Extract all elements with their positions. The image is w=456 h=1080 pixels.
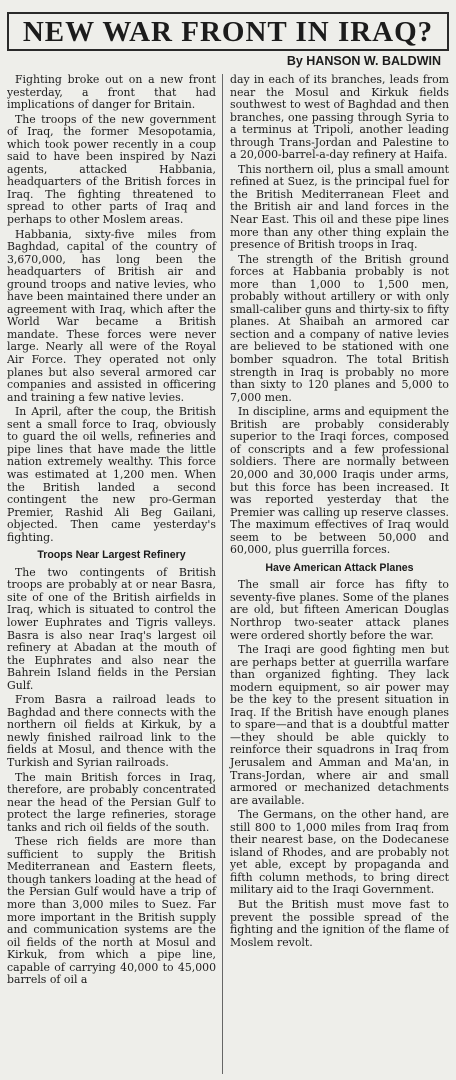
- article-columns: [7, 74, 449, 1074]
- subhead: Troops Near Largest Refinery: [37, 549, 186, 562]
- paragraph: These rich fields are more than sufficient to supply the British Mediterranean and Eastern fleets, though tankers loading at the head of the Persian Gulf would have a trip of more than 3,000 miles to Suez. Far more important in the British supply and communication systems are the oil fields of the north at Mosul and Kirkuk, from which a pipe line, capable of carrying 40,000 to 45,000 barrels of oil a: [7, 835, 216, 987]
- paragraph: The Iraqi are good fighting men but are perhaps better at guerrilla warfare than organized fighting. They lack modern equipment, so air power may be the key to the present situation in Iraq. If the British have enough planes to spare—and that is a doubtful matter—they should be able quickly to reinforce their squadrons in Iraq from Jerusalem and Amman and Ma'an, in Trans-Jordan, where air and small armored or mechanized detachments are available.: [230, 643, 449, 807]
- paragraph: The Germans, on the other hand, are still 800 to 1,000 miles from Iraq from their nearest base, on the Dodecanese island of Rhodes, and are probably not yet able, except by propaganda and fifth column methods, to bring direct military aid to the Iraqi Government.: [230, 808, 449, 897]
- paragraph: The two contingents of British troops are probably at or near Basra, site of one of the British airfields in Iraq, which is situated to control the lower Euphrates and Tigris valleys. Basra is also near Iraq's largest oil refinery at Abadan at the mouth of the Euphrates and also near the Bahrein Island fields in the Persian Gulf.: [7, 565, 216, 692]
- paragraph: In discipline, arms and equipment the British are probably considerably superior to the Iraqi forces, composed of conscripts and a few professional soldiers. There are normally between 20,000 and 30,000 Iraqis under arms, but this force has been increased. It was reported yesterday that the Premier was calling up reserve classes. The maximum effectives of Iraq would seem to be between 50,000 and 60,000, plus guerrilla forces.: [230, 405, 449, 557]
- paragraph: Habbania, sixty-five miles from Baghdad, capital of the country of 3,670,000, has long been the headquarters of British air and ground troops and native levies, who have been maintained there under an agreement with Iraq, which after the World War became a British mandate. These forces were never large. Nearly all were of the Royal Air Force. They operated not only planes but also several armored car companies and assisted in officering and training a few native levies.: [7, 227, 216, 404]
- paragraph: The small air force has fifty to seventy-five planes. Some of the planes are old, but fifteen American Douglas Northrop two-seater attack planes were ordered shortly before the war.: [230, 578, 449, 642]
- paragraph: The main British forces in Iraq, therefore, are probably concentrated near the head of the Persian Gulf to protect the large refineries, storage tanks and rich oil fields of the south.: [7, 770, 216, 834]
- paragraph: The troops of the new government of Iraq, the former Mesopotamia, which took power recently in a coup said to have been inspired by Nazi agents, attacked Habbania, headquarters of the British forces in Iraq. The fighting threatened to spread to other parts of Iraq and perhaps to other Moslem areas.: [7, 112, 216, 227]
- byline: By HANSON W. BALDWIN: [286, 54, 441, 68]
- paragraph: From Basra a railroad leads to Baghdad and there connects with the northern oil fields at Kirkuk, by a newly finished railroad link to the fields at Mosul, and thence with the Turkish and Syrian railroads.: [7, 693, 216, 769]
- paragraph: Fighting broke out on a new front yesterday, a front that had implications of danger for Britain.: [7, 74, 216, 112]
- left-column: [7, 74, 223, 1074]
- subhead: Have American Attack Planes: [265, 561, 414, 574]
- right-column: [223, 74, 449, 1074]
- paragraph: This northern oil, plus a small amount refined at Suez, is the principal fuel for the British Mediterranean Fleet and the British air and land forces in the Near East. This oil and these pipe lines more than any other thing explain the presence of British troops in Iraq.: [230, 162, 449, 252]
- paragraph: In April, after the coup, the British sent a small force to Iraq, obviously to guard the oil wells, refineries and pipe lines that have made the little nation extremely wealthy. This force was estimated at 1,200 men. When the British landed a second contingent the new pro-German Premier, Rashid Ali Beg Gailani, objected. Then came yesterday's fighting.: [7, 405, 216, 544]
- paragraph: day in each of its branches, leads from near the Mosul and Kirkuk fields southwest to west of Baghdad and then branches, one passing through Syria to a terminus at Tripoli, another leading through Trans-Jordan and Palestine to a 20,000-barrel-a-day refinery at Haifa.: [230, 74, 449, 162]
- paragraph: But the British must move fast to prevent the possible spread of the fighting and the ignition of the flame of Moslem revolt.: [230, 898, 449, 949]
- paragraph: The strength of the British ground forces at Habbania probably is not more than 1,000 to 1,500 men, probably without artillery or with only small-caliber guns and thirty-six to fifty planes. At Shaibah an armored car section and a company of native levies are believed to be stationed with one bomber squadron. The total British strength in Iraq is probably no more than sixty to 120 planes and 5,000 to 7,000 men.: [230, 252, 449, 404]
- headline: NEW WAR FRONT IN IRAQ?: [7, 12, 449, 51]
